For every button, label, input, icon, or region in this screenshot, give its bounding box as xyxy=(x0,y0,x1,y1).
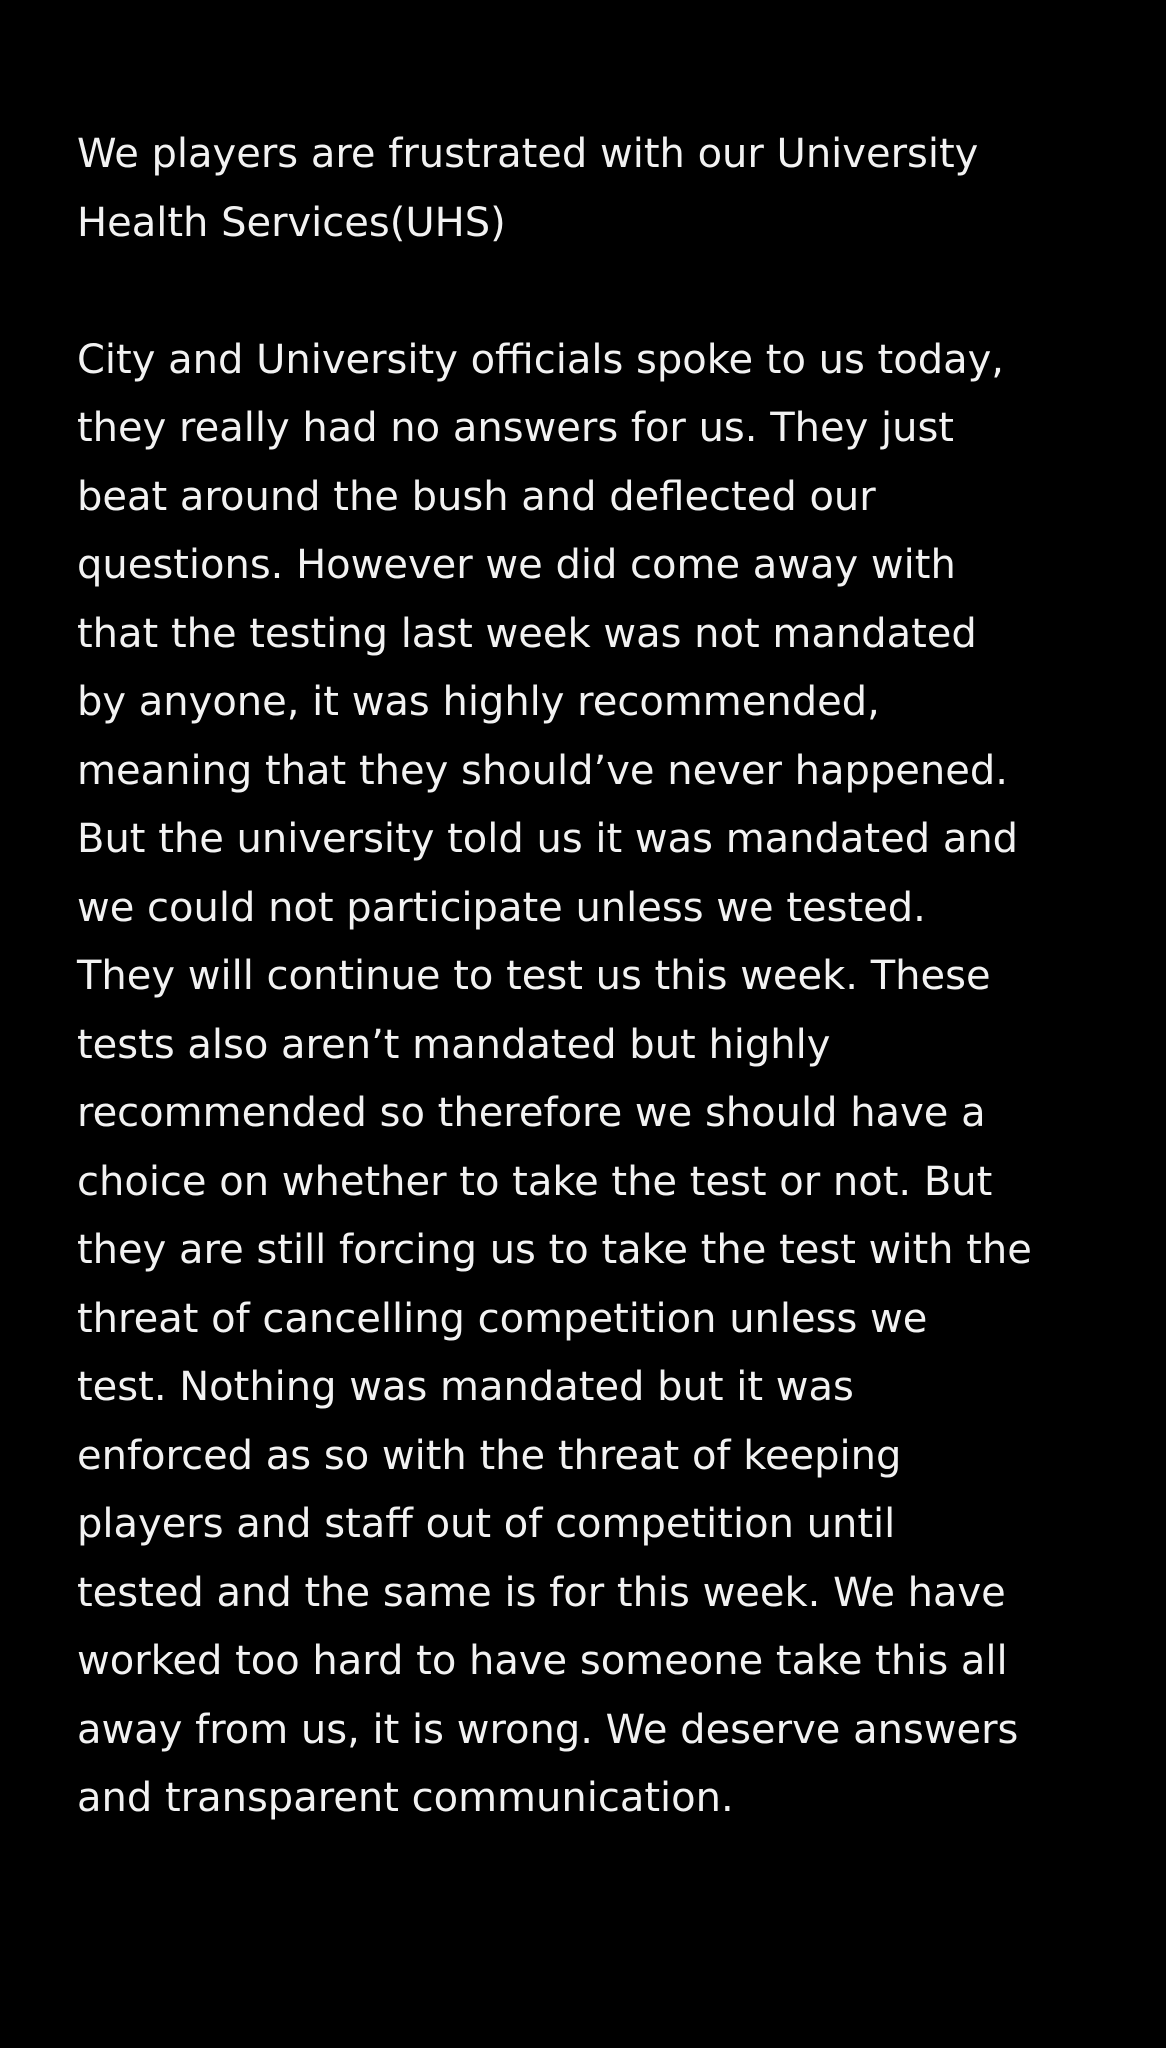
body-line: test. Nothing was mandated but it was xyxy=(77,1364,854,1410)
heading-line: We players are frustrated with our University xyxy=(77,131,979,177)
body-line: beat around the bush and deflected our xyxy=(77,473,876,520)
note-body xyxy=(77,120,1107,1833)
body-line: away from us, it is wrong. We deserve answers xyxy=(77,1706,1019,1753)
body-line: they are still forcing us to take the test with the xyxy=(77,1227,1032,1273)
body-line: tested and the same is for this week. We have xyxy=(77,1569,1006,1616)
body-line: recommended so therefore we should have a xyxy=(77,1090,986,1136)
body-line: threat of cancelling competition unless we xyxy=(77,1295,928,1342)
body-line: City and University officials spoke to us today, xyxy=(77,336,1004,383)
body-line: questions. However we did come away with xyxy=(77,542,956,588)
body-line: meaning that they should’ve never happened. xyxy=(77,747,1008,794)
body-line: enforced as so with the threat of keeping xyxy=(77,1432,902,1479)
paragraph-gap xyxy=(77,257,1107,326)
body-line: tests also aren’t mandated but highly xyxy=(77,1021,831,1068)
body-line: and transparent communication. xyxy=(77,1775,734,1821)
heading-line: Health Services(UHS) xyxy=(77,199,506,246)
body-line: choice on whether to take the test or not. But xyxy=(77,1158,993,1205)
body-line: that the testing last week was not mandated xyxy=(77,610,977,657)
body-line: they really had no answers for us. They just xyxy=(77,405,954,451)
body-line: worked too hard to have someone take this all xyxy=(77,1638,1008,1684)
body-line: They will continue to test us this week. These xyxy=(77,953,991,999)
body-line: by anyone, it was highly recommended, xyxy=(77,679,880,725)
body-line: players and staff out of competition until xyxy=(77,1501,896,1547)
body-line: But the university told us it was mandated and xyxy=(77,816,1019,862)
body-line: we could not participate unless we tested. xyxy=(77,884,926,931)
